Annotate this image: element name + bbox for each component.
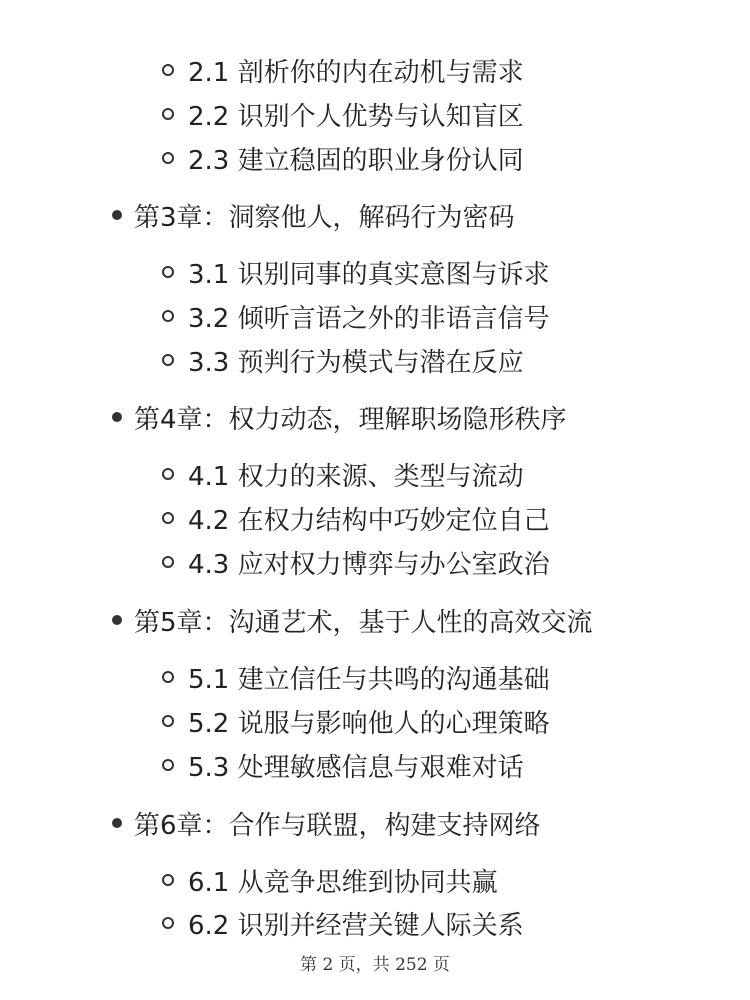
- toc-section-label: 4.3 应对权力博弈与办公室政治: [188, 549, 550, 580]
- toc-section-6-1[interactable]: [162, 860, 498, 900]
- toc-chapter-title: 第3章：洞察他人，解码行为密码: [134, 202, 515, 233]
- toc-chapter-3[interactable]: [112, 195, 515, 235]
- hollow-bullet-icon: [162, 671, 174, 683]
- toc-section-label: 5.1 建立信任与共鸣的沟通基础: [188, 664, 550, 695]
- hollow-bullet-icon: [162, 917, 174, 929]
- page-number: 第 2 页，共 252 页: [300, 955, 450, 975]
- toc-section-4-2[interactable]: [162, 498, 550, 538]
- hollow-bullet-icon: [162, 266, 174, 278]
- toc-section-label: 3.3 预判行为模式与潜在反应: [188, 347, 524, 378]
- toc-section-label: 5.2 说服与影响他人的心理策略: [188, 708, 550, 739]
- solid-bullet-icon: [112, 412, 122, 422]
- hollow-bullet-icon: [162, 354, 174, 366]
- toc-chapter-6[interactable]: [112, 803, 541, 843]
- toc-section-label: 3.1 识别同事的真实意图与诉求: [188, 259, 550, 290]
- hollow-bullet-icon: [162, 152, 174, 164]
- hollow-bullet-icon: [162, 108, 174, 120]
- toc-section-label: 2.3 建立稳固的职业身份认同: [188, 145, 524, 176]
- hollow-bullet-icon: [162, 468, 174, 480]
- solid-bullet-icon: [112, 818, 122, 828]
- toc-section-5-3[interactable]: [162, 745, 524, 785]
- toc-section-4-1[interactable]: [162, 454, 524, 494]
- toc-section-2-2[interactable]: [162, 94, 524, 134]
- solid-bullet-icon: [112, 615, 122, 625]
- hollow-bullet-icon: [162, 715, 174, 727]
- toc-chapter-5[interactable]: [112, 600, 593, 640]
- hollow-bullet-icon: [162, 310, 174, 322]
- toc-section-5-1[interactable]: [162, 657, 550, 697]
- hollow-bullet-icon: [162, 759, 174, 771]
- toc-section-6-2[interactable]: [162, 903, 524, 943]
- toc-section-label: 3.2 倾听言语之外的非语言信号: [188, 303, 550, 334]
- toc-chapter-title: 第4章：权力动态，理解职场隐形秩序: [134, 404, 567, 435]
- toc-section-3-1[interactable]: [162, 252, 550, 292]
- toc-section-label: 6.2 识别并经营关键人际关系: [188, 910, 524, 941]
- toc-chapter-title: 第5章：沟通艺术，基于人性的高效交流: [134, 607, 593, 638]
- hollow-bullet-icon: [162, 512, 174, 524]
- toc-section-3-2[interactable]: [162, 296, 550, 336]
- toc-section-2-3[interactable]: [162, 138, 524, 178]
- hollow-bullet-icon: [162, 64, 174, 76]
- toc-section-label: 4.1 权力的来源、类型与流动: [188, 461, 524, 492]
- toc-section-label: 6.1 从竞争思维到协同共赢: [188, 867, 498, 898]
- solid-bullet-icon: [112, 210, 122, 220]
- hollow-bullet-icon: [162, 874, 174, 886]
- toc-section-4-3[interactable]: [162, 542, 550, 582]
- toc-section-label: 5.3 处理敏感信息与艰难对话: [188, 752, 524, 783]
- toc-section-3-3[interactable]: [162, 340, 524, 380]
- toc-section-label: 4.2 在权力结构中巧妙定位自己: [188, 505, 550, 536]
- toc-section-5-2[interactable]: [162, 701, 550, 741]
- hollow-bullet-icon: [162, 556, 174, 568]
- toc-chapter-4[interactable]: [112, 397, 567, 437]
- toc-section-label: 2.1 剖析你的内在动机与需求: [188, 57, 524, 88]
- toc-section-2-1[interactable]: [162, 50, 524, 90]
- toc-section-label: 2.2 识别个人优势与认知盲区: [188, 101, 524, 132]
- toc-chapter-title: 第6章：合作与联盟，构建支持网络: [134, 810, 541, 841]
